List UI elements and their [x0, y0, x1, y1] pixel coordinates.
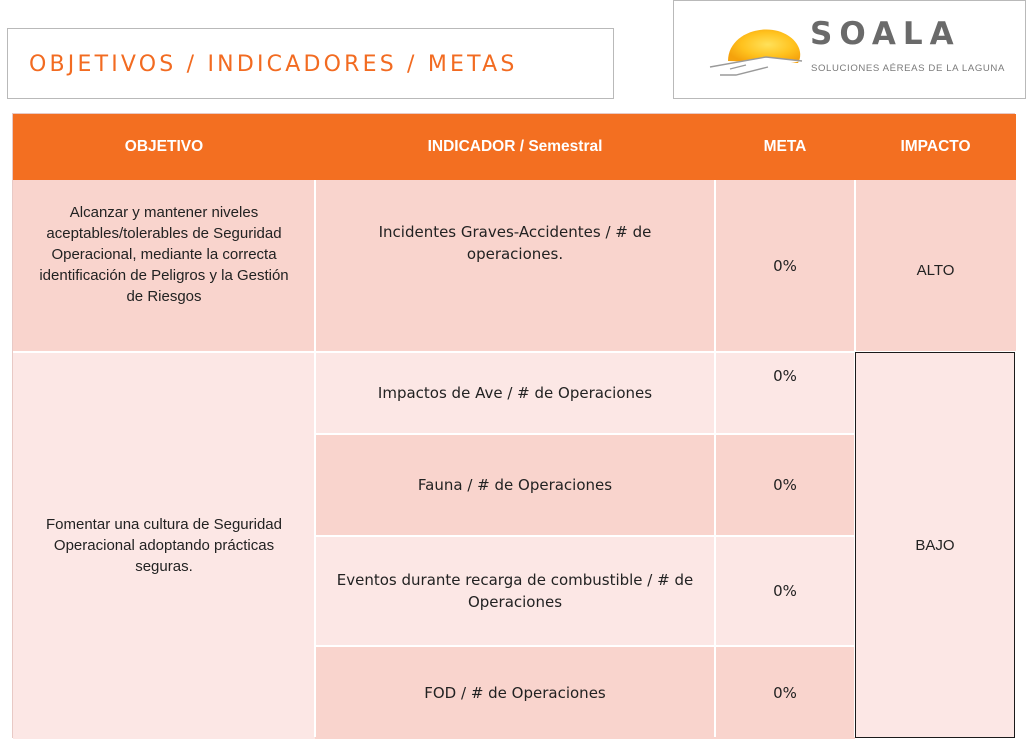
table-cell — [315, 536, 715, 646]
logo-subtitle: SOLUCIONES AÉREAS DE LA LAGUNA — [811, 63, 1005, 74]
meta-value: 0% — [773, 257, 797, 275]
indicator-text: Fauna / # de Operaciones — [417, 476, 613, 494]
table-cell — [315, 352, 715, 434]
header-objetivo: OBJETIVO — [13, 114, 315, 180]
company-logo — [673, 0, 1026, 99]
table-row — [13, 352, 315, 739]
table-cell — [715, 434, 855, 536]
slide-title-box — [7, 28, 614, 99]
table-cell — [715, 180, 855, 352]
table-cell — [315, 434, 715, 536]
objectives-table — [12, 113, 1015, 738]
row-divider — [315, 535, 855, 537]
indicator-text: Impactos de Ave / # de Operaciones — [377, 384, 653, 402]
header-impacto: IMPACTO — [855, 114, 1016, 180]
indicator-text: Incidentes Graves-Accidentes / # de operaciones. — [378, 223, 652, 263]
header-meta: META — [715, 114, 855, 180]
meta-value: 0% — [773, 582, 797, 600]
indicator-text: FOD / # de Operaciones — [424, 683, 606, 702]
impact-cell-merged — [855, 352, 1015, 738]
table-cell — [715, 536, 855, 646]
sun-plane-logo-icon — [706, 23, 806, 79]
impact-value: ALTO — [916, 261, 955, 279]
table-cell — [315, 646, 715, 739]
column-divider — [314, 180, 316, 737]
objective-text: Fomentar una cultura de Seguridad Operacional adoptando prácticas seguras. — [46, 516, 282, 575]
table-cell — [715, 352, 855, 434]
meta-value: 0% — [773, 367, 797, 385]
table-row — [13, 180, 315, 352]
indicator-text: Eventos durante recarga de combustible / # de Operaciones — [336, 571, 694, 611]
header-indicador: INDICADOR / Semestral — [315, 114, 715, 180]
objective-text: Alcanzar y mantener niveles aceptables/tolerables de Seguridad Operacional, mediante la correcta identificación de Peligros y la Gestión de Riesgos — [39, 203, 289, 305]
column-divider — [714, 180, 716, 737]
slide-title: OBJETIVOS / INDICADORES / METAS — [29, 52, 518, 77]
logo-name: SOALA — [810, 16, 961, 52]
row-divider — [315, 645, 855, 647]
impact-value: BAJO — [915, 536, 955, 554]
table-cell — [855, 180, 1016, 352]
meta-value: 0% — [773, 476, 797, 494]
table-cell — [315, 180, 715, 352]
row-divider — [315, 433, 855, 435]
table-cell — [715, 646, 855, 739]
meta-value: 0% — [773, 683, 797, 702]
